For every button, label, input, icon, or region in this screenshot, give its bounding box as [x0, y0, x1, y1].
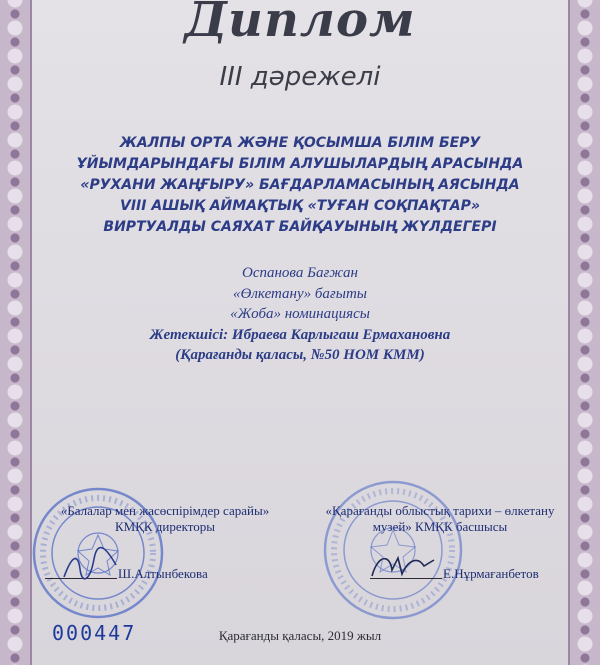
left-ornament-border [0, 0, 30, 665]
right-position: музей» КМҚК басшысы [372, 519, 508, 534]
right-ornament-border [570, 0, 600, 665]
heading-line: «РУХАНИ ЖАҢҒЫРУ» БАҒДАРЛАМАСЫНЫҢ АЯСЫНДА [80, 177, 520, 193]
award-heading [60, 133, 540, 238]
left-handwritten-signature [60, 545, 120, 585]
recipient-school: (Қарағанды қаласы, №50 НОМ КММ) [175, 347, 425, 363]
right-signature-block [300, 503, 580, 535]
recipient-name: Оспанова Бағжан [242, 265, 358, 281]
diploma-title: Диплом [184, 0, 416, 48]
recipient-direction: «Өлкетану» бағыты [233, 285, 367, 302]
right-signatory-name: Е.Нұрмағанбетов [443, 566, 539, 581]
left-signatory-name: Ш.Алтынбекова [118, 566, 208, 581]
recipient-nomination: «Жоба» номинациясы [230, 306, 370, 322]
serial-number: 000447 [52, 621, 137, 645]
heading-line: ҰЙЫМДАРЫНДАҒЫ БІЛІМ АЛУШЫЛАРДЫҢ АРАСЫНДА [76, 156, 524, 172]
recipient-supervisor: Жетекшісі: Ибраева Карлыгаш Ермахановна [149, 326, 451, 343]
left-position: КМҚК директоры [114, 519, 216, 534]
right-org: «Қарағанды облыстық тарихи – өлкетану [325, 503, 555, 518]
recipient-block [60, 263, 540, 366]
left-org: «Балалар мен жасөспірімдер сарайы» [60, 503, 270, 518]
right-border-line [568, 0, 570, 665]
footer-city-year: Қарағанды қаласы, 2019 жыл [218, 628, 382, 643]
heading-line: ЖАЛПЫ ОРТА ЖӘНЕ ҚОСЫМША БІЛІМ БЕРУ [119, 135, 481, 151]
heading-line: ВИРТУАЛДЫ САЯХАТ БАЙҚАУЫНЫҢ ЖҮЛДЕГЕРІ [103, 219, 497, 235]
right-handwritten-signature [368, 548, 438, 588]
heading-line: VIII АШЫҚ АЙМАҚТЫҚ «ТУҒАН СОҚПАҚТАР» [120, 198, 480, 214]
diploma-degree: III дәрежелі [219, 62, 381, 92]
left-signature-block [50, 503, 280, 535]
